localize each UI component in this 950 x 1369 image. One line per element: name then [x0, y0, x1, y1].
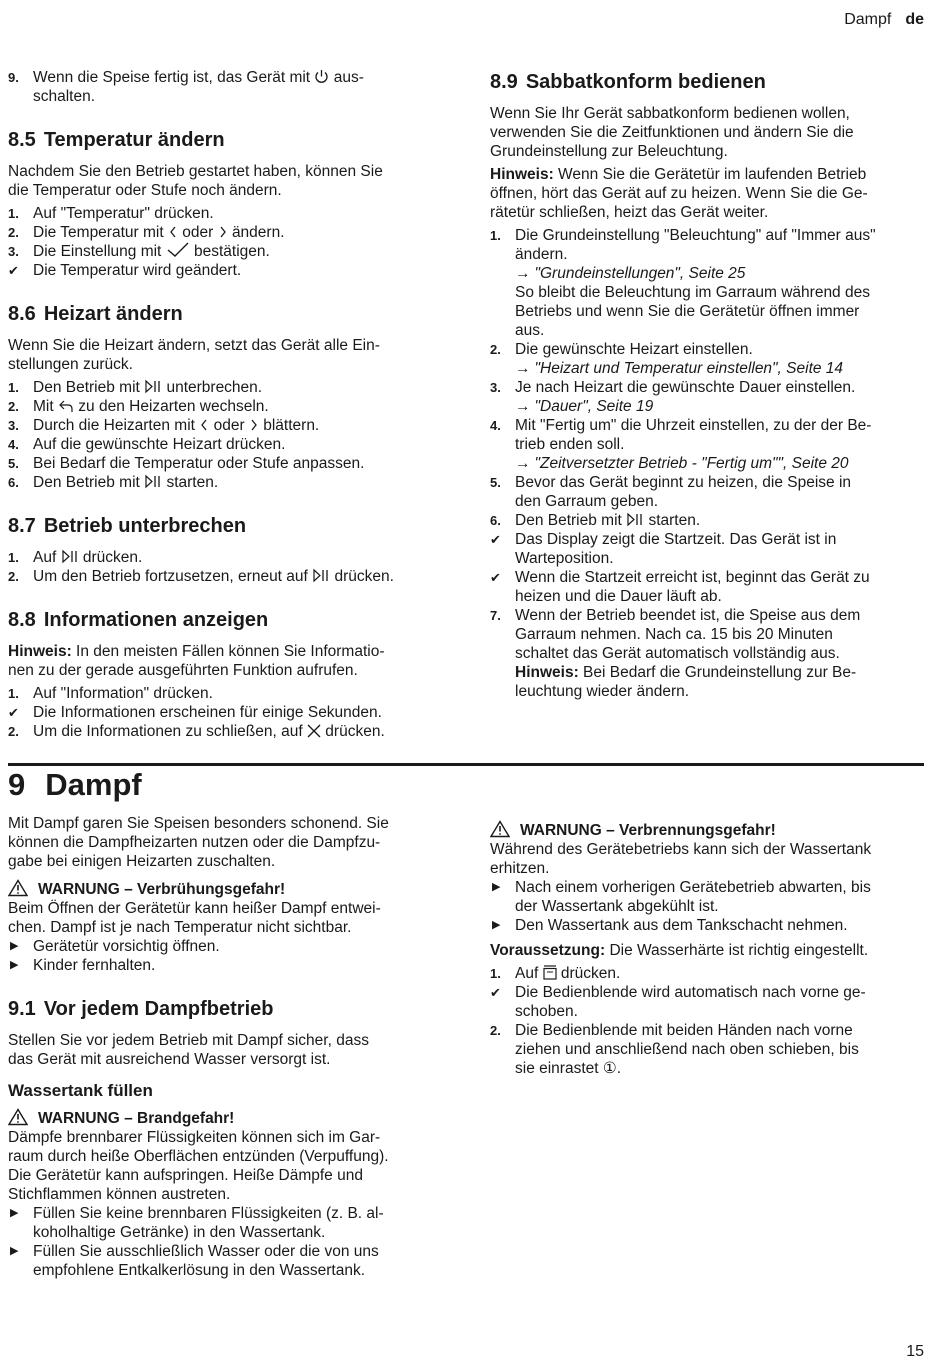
precondition-label: Voraussetzung: [490, 942, 606, 959]
result-check-icon: ✔ [490, 570, 501, 585]
list-item [490, 916, 926, 935]
text-line: schaltet das Gerät automatisch vollständig aus. [515, 645, 840, 662]
reference-text: "Heizart und Temperatur einstellen", Seite 14 [534, 360, 844, 377]
step [490, 964, 926, 983]
right-column-bottom [490, 820, 926, 1078]
step-result [490, 983, 926, 1021]
heading-8-5 [8, 128, 444, 152]
step-text: Die Einstellung mit [33, 243, 162, 260]
text-line: In den meisten Fällen können Sie Informatio- [76, 643, 385, 660]
step [490, 340, 926, 378]
text-line: Mit "Fertig um" die Uhrzeit einstellen, zu der der Be- [515, 417, 872, 434]
control-panel-icon [543, 965, 557, 980]
result-check-icon: ✔ [8, 705, 19, 720]
cross-reference-link[interactable] [515, 265, 745, 282]
text-line: Füllen Sie ausschließlich Wasser oder die von uns [33, 1243, 379, 1260]
text-line: Grundeinstellung zur Beleuchtung. [490, 143, 728, 160]
reference-text: "Zeitversetzter Betrieb - "Fertig um"", Seite 20 [534, 455, 849, 472]
step-text: Bei Bedarf die Temperatur oder Stufe anpassen. [33, 455, 365, 472]
cross-reference-link[interactable] [515, 360, 843, 377]
step-number: 5. [8, 456, 19, 471]
text-line: trieb enden soll. [515, 436, 625, 453]
step [8, 223, 444, 242]
text-line: Stellen Sie vor jedem Betrieb mit Dampf sicher, dass [8, 1032, 369, 1049]
step-text: drücken. [325, 723, 385, 740]
heading-title: Informationen anzeigen [43, 609, 269, 631]
step [490, 1021, 926, 1078]
text-line: Garraum nehmen. Nach ca. 15 bis 20 Minuten [515, 626, 833, 643]
step [8, 397, 444, 416]
arrow-right-icon: → [515, 398, 531, 415]
chevron-right-icon [218, 225, 228, 239]
step-text: Die Temperatur mit [33, 224, 164, 241]
step-text: Den Betrieb mit [515, 512, 622, 529]
header-language: de [905, 11, 924, 28]
text-line: Die Bedienblende wird automatisch nach vorne ge- [515, 984, 866, 1001]
text-line: ziehen und anschließend nach oben schieben, bis [515, 1041, 859, 1058]
step [8, 435, 444, 454]
paragraph [8, 899, 444, 937]
text-line: Stichflammen können austreten. [8, 1186, 231, 1203]
reference-text: "Grundeinstellungen", Seite 25 [534, 265, 746, 282]
text-line: Die Gerätetür kann aufspringen. Heiße Dämpfe und [8, 1167, 363, 1184]
step [490, 511, 926, 530]
step-text: starten. [648, 512, 701, 529]
text-line: Die Bedienblende mit beiden Händen nach vorne [515, 1022, 853, 1039]
bullet-icon: ▶ [10, 959, 19, 971]
left-column-bottom [8, 814, 444, 1280]
step-number: 4. [490, 418, 501, 433]
step [490, 473, 926, 511]
step-number: 1. [8, 206, 19, 221]
step-number: 9. [8, 70, 19, 85]
text-line: gabe bei einigen Heizarten zuschalten. [8, 853, 276, 870]
text-line: koholhaltige Getränke) in den Wassertank. [33, 1224, 326, 1241]
text-line: der Wassertank abgekühlt ist. [515, 898, 719, 915]
heading-title: Betrieb unterbrechen [43, 515, 247, 537]
warning-title [8, 1108, 444, 1128]
heading-number: 8.9 [490, 71, 518, 93]
text-line: Die Grundeinstellung "Beleuchtung" auf "Immer aus" [515, 227, 876, 244]
bullet-icon: ▶ [492, 919, 501, 931]
text-line: Wenn Sie die Gerätetür im laufenden Betrieb [558, 166, 867, 183]
text-line: Wenn Sie die Heizart ändern, setzt das Gerät alle Ein- [8, 337, 380, 354]
step [8, 454, 444, 473]
text-line: empfohlene Entkalkerlösung in den Wassertank. [33, 1262, 366, 1279]
step-text: oder [182, 224, 214, 241]
chapter-rule [8, 763, 924, 766]
text-line: Beim Öffnen der Gerätetür kann heißer Dampf entwei- [8, 900, 381, 917]
step-text: zu den Heizarten wechseln. [78, 398, 269, 415]
cross-reference-link[interactable] [515, 455, 849, 472]
step-number: 6. [8, 475, 19, 490]
step-number: 2. [8, 569, 19, 584]
text-line: Warteposition. [515, 550, 614, 567]
step-text: bestätigen. [193, 243, 270, 260]
step-9 [8, 68, 444, 106]
text-line: Wenn die Startzeit erreicht ist, beginnt das Gerät zu [515, 569, 870, 586]
step-text: Auf [515, 965, 539, 982]
text-line: ändern. [515, 246, 568, 263]
step-text: Auf die gewünschte Heizart drücken. [33, 436, 286, 453]
step-text: aus- [333, 69, 364, 86]
warning-triangle-icon [490, 820, 510, 838]
bullet-icon: ▶ [492, 881, 501, 893]
text-line: den Garraum geben. [515, 493, 659, 510]
heading-title: Vor jedem Dampfbetrieb [43, 998, 274, 1020]
chapter-title: Dampf [45, 767, 142, 802]
bullet-icon: ▶ [10, 1245, 19, 1257]
text-line: verwenden Sie die Zeitfunktionen und ändern Sie die [490, 124, 854, 141]
list-item [490, 878, 926, 916]
text-line: erhitzen. [490, 860, 550, 877]
text-line: Kinder fernhalten. [33, 957, 156, 974]
text-line: Mit Dampf garen Sie Speisen besonders schonend. Sie [8, 815, 389, 832]
step [490, 416, 926, 473]
step [8, 416, 444, 435]
step [8, 548, 444, 567]
heading-number: 8.5 [8, 129, 36, 151]
text-line: Dämpfe brennbarer Flüssigkeiten können sich im Gar- [8, 1129, 381, 1146]
step-text: Auf "Temperatur" drücken. [33, 205, 214, 222]
step-text: drücken. [82, 549, 143, 566]
heading-8-9 [490, 70, 926, 94]
text-line: aus. [515, 322, 545, 339]
result-check-icon: ✔ [490, 985, 501, 1000]
bullet-icon: ▶ [10, 940, 19, 952]
hint-paragraph [490, 165, 926, 222]
precondition [490, 941, 926, 960]
step-text: oder [213, 417, 245, 434]
paragraph [8, 162, 444, 200]
step-number: 3. [8, 244, 19, 259]
hint-label: Hinweis: [8, 643, 72, 660]
step [8, 567, 444, 586]
chevron-left-icon [168, 225, 178, 239]
step-text: starten. [166, 474, 219, 491]
step-number: 4. [8, 437, 19, 452]
step-text: Um den Betrieb fortzusetzen, erneut auf [33, 568, 308, 585]
text-line: Nach einem vorherigen Gerätebetrieb abwarten, bis [515, 879, 871, 896]
step-number: 1. [8, 380, 19, 395]
step [8, 378, 444, 397]
close-icon [307, 724, 321, 738]
step-number: 1. [8, 550, 19, 565]
text-line: rätetür schließen, heizt das Gerät weiter. [490, 204, 769, 221]
text-line: Nachdem Sie den Betrieb gestartet haben, können Sie [8, 163, 383, 180]
step-number: 2. [8, 399, 19, 414]
back-arrow-icon [58, 399, 74, 413]
step-number: 7. [490, 608, 501, 623]
text-line: So bleibt die Beleuchtung im Garraum während des [515, 284, 870, 301]
text-line: sie einrastet [515, 1060, 599, 1077]
step-number: 3. [490, 380, 501, 395]
paragraph [8, 1128, 444, 1204]
step-text: schalten. [33, 88, 96, 105]
page-number: 15 [906, 1343, 924, 1360]
cross-reference-link[interactable] [515, 398, 653, 415]
list-item [8, 1242, 444, 1280]
step-text: Die gewünschte Heizart einstellen. [515, 341, 753, 358]
step-text: Mit [33, 398, 54, 415]
text-line: leuchtung wieder ändern. [515, 683, 690, 700]
warning-title-text: WARNUNG – Verbrennungsgefahr! [520, 822, 776, 839]
chapter-number: 9 [8, 767, 26, 802]
step-number: 2. [490, 342, 501, 357]
step-text: ändern. [231, 224, 285, 241]
arrow-right-icon: → [515, 265, 531, 282]
warning-triangle-icon [8, 1108, 28, 1126]
chapter-heading [8, 766, 142, 804]
paragraph [8, 814, 444, 871]
warning-title-text: WARNUNG – Verbrühungsgefahr! [38, 881, 286, 898]
step-text: Wenn die Speise fertig ist, das Gerät mit [33, 69, 311, 86]
step-text: unterbrechen. [166, 379, 263, 396]
heading-title: Temperatur ändern [43, 129, 225, 151]
text-line: raum durch heiße Oberflächen entzünden (Verpuffung). [8, 1148, 389, 1165]
text-line: Bei Bedarf die Grundeinstellung zur Be- [583, 664, 857, 681]
play-pause-icon [144, 379, 162, 394]
callout-marker: ①. [602, 1060, 622, 1077]
text-line: nen zu der gerade ausgeführten Funktion aufrufen. [8, 662, 358, 679]
list-item [8, 937, 444, 956]
step-text: drücken. [560, 965, 621, 982]
text-line: öffnen, hört das Gerät auf zu heizen. Wenn Sie die Ge- [490, 185, 868, 202]
text-line: Das Display zeigt die Startzeit. Das Gerät ist in [515, 531, 837, 548]
reference-text: "Dauer", Seite 19 [534, 398, 654, 415]
bullet-icon: ▶ [10, 1207, 19, 1219]
hint-label: Hinweis: [515, 664, 579, 681]
text-line: schoben. [515, 1003, 578, 1020]
step-text: Auf [33, 549, 57, 566]
step [8, 242, 444, 261]
warning-title [8, 879, 444, 899]
heading-number: 8.7 [8, 515, 36, 537]
text-line: heizen und die Dauer läuft ab. [515, 588, 722, 605]
paragraph [8, 336, 444, 374]
step-text: blättern. [263, 417, 320, 434]
chevron-left-icon [199, 418, 209, 432]
right-column-top [490, 70, 926, 701]
heading-number: 8.6 [8, 303, 36, 325]
text-line: Wenn der Betrieb beendet ist, die Speise aus dem [515, 607, 861, 624]
paragraph [490, 840, 926, 878]
step-number: 2. [8, 225, 19, 240]
heading-8-8 [8, 608, 444, 632]
result-check-icon: ✔ [8, 263, 19, 278]
paragraph [490, 104, 926, 161]
precondition-text: Die Wasserhärte ist richtig eingestellt. [609, 942, 869, 959]
text-line: Betriebs und wenn Sie die Gerätetür öffnen immer [515, 303, 860, 320]
heading-9-1 [8, 997, 444, 1021]
warning-title [490, 820, 926, 840]
step-number: 2. [490, 1023, 501, 1038]
heading-number: 9.1 [8, 998, 36, 1020]
left-column-top [8, 68, 444, 741]
list-item [8, 1204, 444, 1242]
warning-triangle-icon [8, 879, 28, 897]
step-text: Um die Informationen zu schließen, auf [33, 723, 303, 740]
heading-8-6 [8, 302, 444, 326]
heading-title: Heizart ändern [43, 303, 183, 325]
step-text: drücken. [334, 568, 394, 585]
arrow-right-icon: → [515, 360, 531, 377]
step [8, 473, 444, 492]
step-number: 2. [8, 724, 19, 739]
play-pause-icon [144, 474, 162, 489]
arrow-right-icon: → [515, 455, 531, 472]
step-number: 1. [8, 686, 19, 701]
heading-number: 8.8 [8, 609, 36, 631]
subheading: Wassertank füllen [8, 1081, 153, 1100]
text-line: Während des Gerätebetriebs kann sich der Wassertank [490, 841, 872, 858]
text-line: können die Dampfheizarten nutzen oder die Dampfzu- [8, 834, 381, 851]
step [490, 226, 926, 340]
step [8, 722, 444, 741]
step-number: 1. [490, 228, 501, 243]
text-line: Wenn Sie Ihr Gerät sabbatkonform bedienen wollen, [490, 105, 850, 122]
text-line: Bevor das Gerät beginnt zu heizen, die Speise in [515, 474, 852, 491]
hint-label: Hinweis: [490, 166, 554, 183]
step-text: Den Betrieb mit [33, 379, 140, 396]
step-number: 5. [490, 475, 501, 490]
play-pause-icon [61, 549, 79, 564]
step [490, 606, 926, 701]
text-line: Gerätetür vorsichtig öffnen. [33, 938, 220, 955]
page-header [844, 10, 924, 29]
step-text: Den Betrieb mit [33, 474, 140, 491]
text-line: die Temperatur oder Stufe noch ändern. [8, 182, 282, 199]
list-item [8, 956, 444, 975]
checkmark-icon [166, 242, 190, 258]
text-line: Den Wassertank aus dem Tankschacht nehmen. [515, 917, 848, 934]
chevron-right-icon [249, 418, 259, 432]
step-number: 6. [490, 513, 501, 528]
text-line: chen. Dampf ist je nach Temperatur nicht sichtbar. [8, 919, 352, 936]
step-text: Durch die Heizarten mit [33, 417, 195, 434]
step [490, 378, 926, 416]
result-check-icon: ✔ [490, 532, 501, 547]
step-text: Auf "Information" drücken. [33, 685, 213, 702]
step-number: 3. [8, 418, 19, 433]
warning-title-text: WARNUNG – Brandgefahr! [38, 1110, 235, 1127]
step-number: 1. [490, 966, 501, 981]
step-result [490, 568, 926, 606]
play-pause-icon [312, 568, 330, 583]
step-result [490, 530, 926, 568]
text-line: stellungen zurück. [8, 356, 133, 373]
step-result [8, 703, 444, 722]
heading-8-7 [8, 514, 444, 538]
step-text: Je nach Heizart die gewünschte Dauer einstellen. [515, 379, 856, 396]
play-pause-icon [626, 512, 644, 527]
header-section: Dampf [844, 11, 892, 28]
text-line: das Gerät mit ausreichend Wasser versorgt ist. [8, 1051, 331, 1068]
step-result [8, 261, 444, 280]
step [8, 204, 444, 223]
step [8, 684, 444, 703]
text-line: Füllen Sie keine brennbaren Flüssigkeiten (z. B. al- [33, 1205, 384, 1222]
paragraph [8, 1031, 444, 1069]
heading-title: Sabbatkonform bedienen [525, 71, 766, 93]
step-text: Die Informationen erscheinen für einige Sekunden. [33, 704, 382, 721]
step-text: Die Temperatur wird geändert. [33, 262, 242, 279]
power-icon [314, 69, 329, 84]
hint-paragraph [8, 642, 444, 680]
